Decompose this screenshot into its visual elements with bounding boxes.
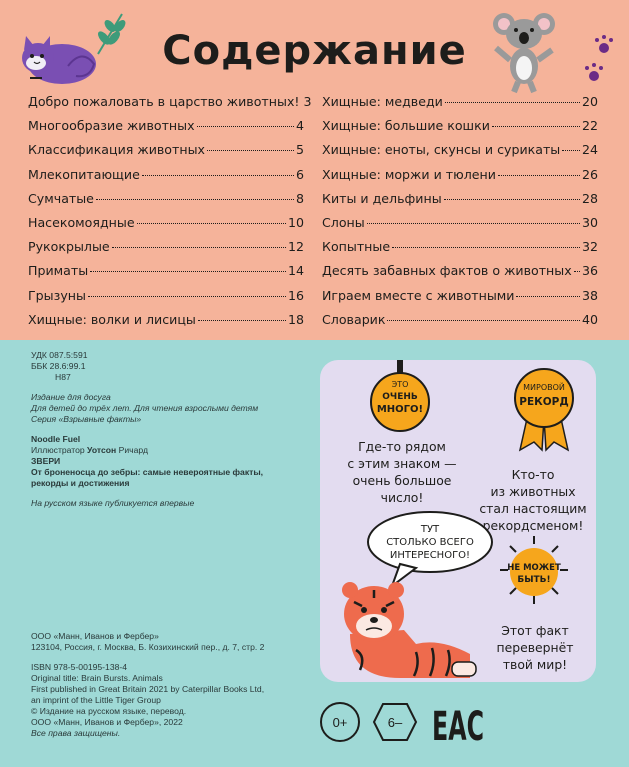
age-group-badge: 6– bbox=[372, 702, 418, 742]
imprint-block bbox=[31, 350, 316, 509]
toc-entry[interactable]: Хищные: еноты, скунсы и сурикаты 24 bbox=[322, 142, 598, 158]
svg-text:РЕКОРД: РЕКОРД bbox=[519, 396, 569, 408]
toc-entry[interactable]: Играем вместе с животными 38 bbox=[322, 287, 598, 303]
impossible-badge-icon bbox=[498, 534, 570, 606]
original-title: Original title: Brain Bursts. Animals bbox=[31, 673, 163, 683]
svg-text:МИРОВОЙ: МИРОВОЙ bbox=[523, 383, 565, 392]
series-name: Серия «Взрывные факты» bbox=[31, 414, 142, 424]
toc-entry[interactable]: Классификация животных 5 bbox=[28, 142, 304, 158]
symbol-key-panel bbox=[320, 360, 596, 682]
toc-right-column bbox=[322, 94, 598, 336]
edition-type: Издание для досуга bbox=[31, 392, 111, 402]
toc-entry[interactable]: Грызуны 16 bbox=[28, 287, 304, 303]
svg-text:ТУТ: ТУТ bbox=[420, 524, 440, 535]
world-record-caption: Кто-то из животных стал настоящим рекордсменом! bbox=[479, 467, 587, 533]
contents-section bbox=[0, 0, 629, 340]
age-rating-badge: 0+ bbox=[320, 702, 360, 742]
svg-text:ИНТЕРЕСНОГО!: ИНТЕРЕСНОГО! bbox=[389, 550, 471, 561]
toc-entry[interactable]: Многообразие животных 4 bbox=[28, 118, 304, 134]
toc-entry[interactable]: Хищные: моржи и тюлени 26 bbox=[322, 166, 598, 182]
world-record-badge-icon bbox=[506, 366, 582, 452]
toc-entry[interactable]: Приматы 14 bbox=[28, 263, 304, 279]
bbk-code: ББК 28.6:99.1 bbox=[31, 361, 86, 371]
udk-code: УДК 087.5:591 bbox=[31, 350, 88, 360]
svg-text:НЕ МОЖЕТ: НЕ МОЖЕТ bbox=[507, 563, 561, 573]
author-code: Н87 bbox=[55, 372, 71, 382]
svg-text:EAC: EAC bbox=[432, 704, 484, 750]
toc-entry[interactable]: Млекопитающие 6 bbox=[28, 166, 304, 182]
svg-text:ЭТО: ЭТО bbox=[391, 380, 409, 389]
svg-text:СТОЛЬКО ВСЕГО: СТОЛЬКО ВСЕГО bbox=[386, 537, 474, 548]
toc-entry[interactable]: Сумчатые 8 bbox=[28, 190, 304, 206]
toc-entry[interactable]: Словарик 40 bbox=[322, 311, 598, 327]
toc-entry[interactable]: Рукокрылые 12 bbox=[28, 239, 304, 255]
publisher-address: 123104, Россия, г. Москва, Б. Козихинский пер., д. 7, стр. 2 bbox=[31, 642, 265, 652]
author-name: Noodle Fuel bbox=[31, 434, 81, 444]
svg-text:ОЧЕНЬ: ОЧЕНЬ bbox=[382, 392, 418, 402]
toc-entry[interactable]: Киты и дельфины 28 bbox=[322, 190, 598, 206]
toc-entry[interactable]: Десять забавных фактов о животных 36 bbox=[322, 263, 598, 279]
rights-reserved: Все права защищены. bbox=[31, 728, 121, 738]
copyright-line: © Издание на русском языке, перевод. bbox=[31, 706, 187, 716]
toc-entry[interactable]: Добро пожаловать в царство животных! 3 bbox=[28, 94, 312, 109]
copyright-line: ООО «Манн, Иванов и Фербер», 2022 bbox=[31, 717, 183, 727]
svg-text:МНОГО!: МНОГО! bbox=[376, 404, 424, 415]
publisher-name: ООО «Манн, Иванов и Фербер» bbox=[31, 631, 159, 641]
eac-mark-icon bbox=[432, 702, 486, 750]
illustrator-line: Иллюстратор Уотсон Ричард bbox=[31, 445, 148, 455]
legal-block bbox=[31, 631, 331, 739]
age-audience: Для детей до трёх лет. Для чтения взрослыми детям bbox=[31, 403, 259, 413]
very-many-badge-icon bbox=[360, 360, 440, 432]
very-many-caption: Где-то рядом с этим знаком — очень большое число! bbox=[347, 439, 457, 505]
book-subtitle-line: От броненосца до зебры: самые невероятные факты, bbox=[31, 467, 264, 477]
first-publication-note: На русском языке публикуется впервые bbox=[31, 498, 195, 508]
book-title: ЗВЕРИ bbox=[31, 456, 61, 466]
first-published-line: an imprint of the Little Tiger Group bbox=[31, 695, 161, 705]
toc-entry[interactable]: Хищные: большие кошки 22 bbox=[322, 118, 598, 134]
toc-entry[interactable]: Насекомоядные 10 bbox=[28, 214, 304, 230]
book-subtitle-line: рекорды и достижения bbox=[31, 478, 130, 488]
toc-entry[interactable]: Хищные: медведи 20 bbox=[322, 94, 598, 109]
isbn: ISBN 978-5-00195-138-4 bbox=[31, 662, 128, 672]
age-ratings bbox=[320, 702, 418, 742]
toc-entry[interactable]: Хищные: волки и лисицы 18 bbox=[28, 311, 304, 327]
first-published-line: First published in Great Britain 2021 by Caterpillar Books Ltd, bbox=[31, 684, 265, 694]
svg-text:БЫТЬ!: БЫТЬ! bbox=[517, 575, 551, 585]
impossible-caption: Этот факт перевернёт твой мир! bbox=[496, 623, 574, 672]
page-title: Содержание bbox=[162, 28, 467, 74]
toc-entry[interactable]: Слоны 30 bbox=[322, 214, 598, 230]
toc-left-column bbox=[28, 94, 312, 336]
toc-entry[interactable]: Копытные 32 bbox=[322, 239, 598, 255]
tiger-illustration bbox=[320, 574, 480, 682]
